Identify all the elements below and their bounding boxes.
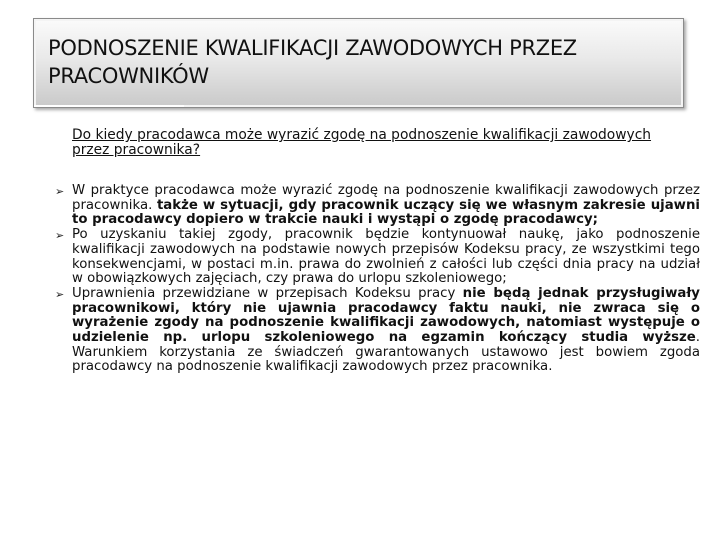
- bullet-2-text: Po uzyskaniu takiej zgody, pracownik będzie kontynuował naukę, jako podnoszenie kwalifikacji zawodowych na podstawie nowych przepisów Kodeksu pracy, ze wszystkimi tego konsekwencjami, w postaci m.in. prawa do zwolnień z całości lub części dnia pracy na udział w obowiązkowych zajęciach, czy prawa do urlopu szkoleniowego;: [72, 227, 700, 287]
- bullet-item-3: [55, 285, 700, 375]
- question-heading: Do kiedy pracodawca może wyrazić zgodę na podnoszenie kwalifikacji zawodowych przez pracownika?: [72, 127, 652, 158]
- bullet-item-1: [55, 183, 700, 228]
- bullet-3-trailing-text: . Warunkiem korzystania ze świadczeń gwarantowanych ustawowo jest bowiem zgoda pracodawcy na podnoszenie kwalifikacji zawodowych przez pracownika.: [72, 330, 700, 375]
- arrow-right-icon: ➢: [55, 229, 65, 243]
- bullet-list: [55, 183, 700, 375]
- bullet-3-bold-text: nie będą jednak przysługiwały pracownikowi, który nie ujawnia pracodawcy faktu nauki, nie zwraca się o wyrażenie zgody na podnoszenie kwalifikacji zawodowych, natomiast występuje o udzielenie np. urlopu szkoleniowego na egzamin kończący studia wyższe: [72, 285, 700, 346]
- title-box: [33, 18, 684, 108]
- arrow-right-icon: ➢: [55, 287, 65, 301]
- bullet-3-text: Uprawnienia przewidziane w przepisach Kodeksu pracy: [72, 285, 463, 301]
- bullet-item-2: [55, 227, 700, 287]
- bullet-1-text: W praktyce pracodawca może wyrazić zgodę na podnoszenie kwalifikacji zawodowych przez pracownika.: [72, 183, 700, 213]
- bullet-1-bold-text: także w sytuacji, gdy pracownik uczący się we własnym zakresie ujawni to pracodawcy dopiero w trakcie nauki i wystąpi o zgodę pracodawcy;: [72, 197, 700, 228]
- title-accent-line: [34, 105, 184, 107]
- arrow-right-icon: ➢: [55, 185, 65, 198]
- slide-title: PODNOSZENIE KWALIFIKACJI ZAWODOWYCH PRZEZ PRACOWNIKÓW: [48, 36, 577, 88]
